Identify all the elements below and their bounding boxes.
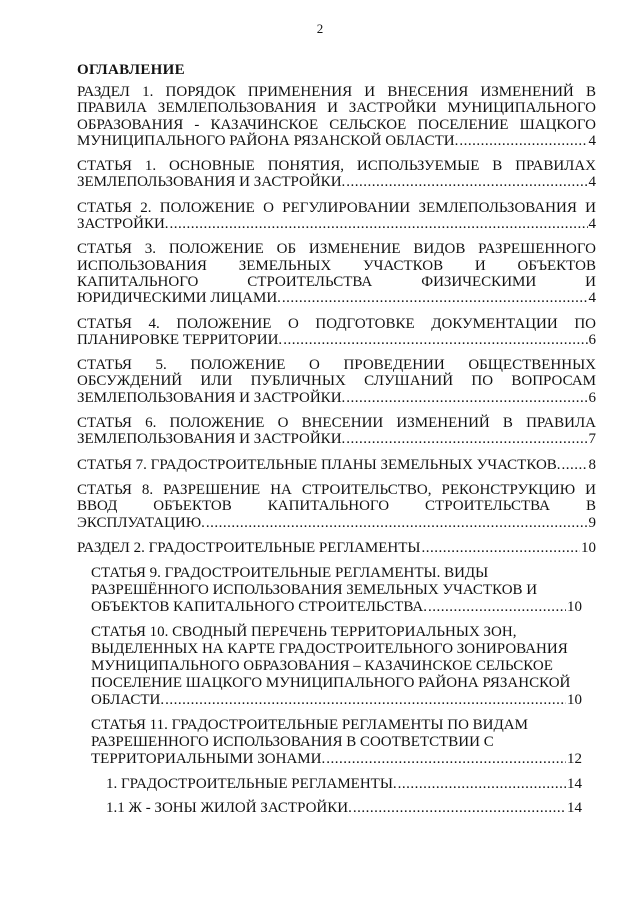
toc-entry-last-line <box>77 133 596 149</box>
table-of-contents <box>77 84 596 824</box>
toc-page-number: 10 <box>567 599 582 616</box>
toc-entry-last-line <box>77 290 596 306</box>
toc-entry[interactable] <box>77 241 596 306</box>
toc-entry-line: ОБРАЗОВАНИЯ - КАЗАЧИНСКОЕ СЕЛЬСКОЕ ПОСЕЛЕНИЕ ШАЦКОГО <box>77 116 596 133</box>
toc-entry-text: МУНИЦИПАЛЬНОГО РАЙОНА РЯЗАНСКОЙ ОБЛАСТИ. <box>77 132 459 149</box>
toc-page-number: 6 <box>588 331 596 348</box>
dot-leader <box>346 390 587 406</box>
toc-entry-text: ЮРИДИЧЕСКИМИ ЛИЦАМИ. <box>77 290 281 307</box>
toc-entry[interactable] <box>77 357 596 406</box>
toc-entry-line: СТАТЬЯ 6. ПОЛОЖЕНИЕ О ВНЕСЕНИИ ИЗМЕНЕНИЙ В ПРАВИЛА <box>77 415 596 432</box>
toc-page-number: 4 <box>588 290 596 307</box>
toc-entry-last-line <box>91 751 582 768</box>
toc-page-number: 9 <box>588 514 596 531</box>
toc-entry-last-line <box>91 692 582 709</box>
toc-entry-last-line <box>106 800 582 817</box>
dot-leader <box>422 540 580 556</box>
toc-entry-last-line <box>77 515 596 531</box>
toc-entry-last-line <box>106 776 582 793</box>
toc-entry-line: РАЗДЕЛ 1. ПОРЯДОК ПРИМЕНЕНИЯ И ВНЕСЕНИЯ ИЗМЕНЕНИЙ В <box>77 84 596 100</box>
toc-entry-line: СТАТЬЯ 9. ГРАДОСТРОИТЕЛЬНЫЕ РЕГЛАМЕНТЫ. ВИДЫ <box>91 565 489 582</box>
dot-leader <box>562 457 588 473</box>
toc-entry[interactable] <box>77 84 596 149</box>
toc-entry-text: ЗАСТРОЙКИ. <box>77 216 169 233</box>
toc-entry[interactable] <box>91 565 582 616</box>
toc-entry-line: МУНИЦИПАЛЬНОГО ОБРАЗОВАНИЯ – КАЗАЧИНСКОЕ СЕЛЬСКОЕ <box>91 658 553 675</box>
toc-entry-line: СТАТЬЯ 8. РАЗРЕШЕНИЕ НА СТРОИТЕЛЬСТВО, РЕКОНСТРУКЦИЮ И <box>77 481 596 498</box>
toc-entry-line: РАЗРЕШЁННОГО ИСПОЛЬЗОВАНИЯ ЗЕМЕЛЬНЫХ УЧАСТКОВ И <box>91 582 538 599</box>
toc-entry-last-line <box>91 599 582 616</box>
toc-entry[interactable] <box>77 158 596 191</box>
dot-leader <box>206 515 588 531</box>
toc-page-number: 10 <box>581 539 596 556</box>
toc-entry[interactable] <box>77 316 596 349</box>
toc-entry[interactable] <box>91 717 582 768</box>
toc-entry-line: СТАТЬЯ 10. СВОДНЫЙ ПЕРЕЧЕНЬ ТЕРРИТОРИАЛЬНЫХ ЗОН, <box>91 624 517 641</box>
toc-page-number: 14 <box>567 800 582 817</box>
toc-page-number: 4 <box>588 216 596 233</box>
toc-entry[interactable] <box>77 540 596 556</box>
dot-leader <box>428 599 566 616</box>
toc-entry-line: СТАТЬЯ 1. ОСНОВНЫЕ ПОНЯТИЯ, ИСПОЛЬЗУЕМЫЕ В ПРАВИЛАХ <box>77 158 596 175</box>
dot-leader <box>170 216 588 232</box>
toc-entry-line: СТАТЬЯ 3. ПОЛОЖЕНИЕ ОБ ИЗМЕНЕНИЕ ВИДОВ РАЗРЕШЕННОГО <box>77 241 596 258</box>
toc-page-number: 4 <box>588 132 596 149</box>
toc-entry-text: ОБЛАСТИ. <box>91 692 165 709</box>
toc-entry-line: ВВОД ОБЪЕКТОВ КАПИТАЛЬНОГО СТРОИТЕЛЬСТВА В <box>77 498 596 515</box>
dot-leader <box>353 800 566 817</box>
dot-leader <box>326 751 566 768</box>
toc-entry-text: ЭКСПЛУАТАЦИЮ. <box>77 514 205 531</box>
dot-leader <box>398 776 566 793</box>
toc-entry[interactable] <box>106 800 582 817</box>
toc-page-number: 4 <box>588 174 596 191</box>
toc-entry-line: ПОСЕЛЕНИЕ ШАЦКОГО МУНИЦИПАЛЬНОГО РАЙОНА РЯЗАНСКОЙ <box>91 675 571 692</box>
toc-entry[interactable] <box>77 200 596 233</box>
toc-page-number: 6 <box>588 389 596 406</box>
toc-entry-last-line <box>77 390 596 406</box>
dot-leader <box>165 692 566 709</box>
toc-entry-last-line <box>77 174 596 190</box>
toc-entry[interactable] <box>106 776 582 793</box>
toc-entry-text: ЗЕМЛЕПОЛЬЗОВАНИЯ И ЗАСТРОЙКИ. <box>77 174 346 191</box>
dot-leader <box>282 290 588 306</box>
toc-entry[interactable] <box>77 457 596 473</box>
page-number: 2 <box>316 21 324 36</box>
toc-entry-line: СТАТЬЯ 4. ПОЛОЖЕНИЕ О ПОДГОТОВКЕ ДОКУМЕНТАЦИИ ПО <box>77 315 596 332</box>
toc-entry[interactable] <box>91 624 582 709</box>
toc-entry-line: ПРАВИЛА ЗЕМЛЕПОЛЬЗОВАНИЯ И ЗАСТРОЙКИ МУНИЦИПАЛЬНОГО <box>77 100 596 117</box>
toc-entry-line: РАЗРЕШЕННОГО ИСПОЛЬЗОВАНИЯ В СООТВЕТСТВИИ С <box>91 734 494 751</box>
toc-entry-text: 1. ГРАДОСТРОИТЕЛЬНЫЕ РЕГЛАМЕНТЫ. <box>106 776 397 793</box>
toc-entry-text: СТАТЬЯ 7. ГРАДОСТРОИТЕЛЬНЫЕ ПЛАНЫ ЗЕМЕЛЬНЫХ УЧАСТКОВ. <box>77 456 561 473</box>
toc-entry-line: СТАТЬЯ 2. ПОЛОЖЕНИЕ О РЕГУЛИРОВАНИИ ЗЕМЛЕПОЛЬЗОВАНИЯ И <box>77 199 596 216</box>
toc-entry-line: СТАТЬЯ 5. ПОЛОЖЕНИЕ О ПРОВЕДЕНИИ ОБЩЕСТВЕННЫХ <box>77 357 596 374</box>
toc-entry-text: ЗЕМЛЕПОЛЬЗОВАНИЯ И ЗАСТРОЙКИ. <box>77 431 346 448</box>
toc-entry-line: СТАТЬЯ 11. ГРАДОСТРОИТЕЛЬНЫЕ РЕГЛАМЕНТЫ ПО ВИДАМ <box>91 717 528 734</box>
toc-entry-text: 1.1 Ж - ЗОНЫ ЖИЛОЙ ЗАСТРОЙКИ. <box>106 800 352 817</box>
toc-entry-text: РАЗДЕЛ 2. ГРАДОСТРОИТЕЛЬНЫЕ РЕГЛАМЕНТЫ <box>77 539 421 556</box>
toc-entry-line: ВЫДЕЛЕННЫХ НА КАРТЕ ГРАДОСТРОИТЕЛЬНОГО ЗОНИРОВАНИЯ <box>91 641 568 658</box>
toc-entry-line: КАПИТАЛЬНОГО СТРОИТЕЛЬСТВА ФИЗИЧЕСКИМИ И <box>77 273 596 290</box>
dot-leader <box>346 431 587 447</box>
toc-page-number: 7 <box>588 431 596 448</box>
toc-entry-text: ТЕРРИТОРИАЛЬНЫМИ ЗОНАМИ. <box>91 751 326 768</box>
toc-entry-line: ИСПОЛЬЗОВАНИЯ ЗЕМЕЛЬНЫХ УЧАСТКОВ И ОБЪЕКТОВ <box>77 257 596 274</box>
toc-entry-last-line <box>77 216 596 232</box>
dot-leader <box>283 332 587 348</box>
toc-entry[interactable] <box>77 482 596 531</box>
toc-heading: ОГЛАВЛЕНИЕ <box>77 62 185 78</box>
toc-entry-last-line <box>77 457 596 473</box>
toc-entry[interactable] <box>77 415 596 448</box>
toc-entry-line: ОБСУЖДЕНИЙ ИЛИ ПУБЛИЧНЫХ СЛУШАНИЙ ПО ВОПРОСАМ <box>77 373 596 390</box>
toc-entry-text: ОБЪЕКТОВ КАПИТАЛЬНОГО СТРОИТЕЛЬСТВА. <box>91 599 427 616</box>
toc-entry-text: ЗЕМЛЕПОЛЬЗОВАНИЯ И ЗАСТРОЙКИ. <box>77 389 346 406</box>
toc-entry-last-line <box>77 540 596 556</box>
toc-page-number: 12 <box>567 751 582 768</box>
toc-page-number: 10 <box>567 692 582 709</box>
toc-entry-text: ПЛАНИРОВКЕ ТЕРРИТОРИИ. <box>77 331 283 348</box>
dot-leader <box>346 174 587 190</box>
dot-leader <box>459 133 587 149</box>
toc-entry-last-line <box>77 332 596 348</box>
toc-page-number: 8 <box>588 456 596 473</box>
toc-page-number: 14 <box>567 776 582 793</box>
toc-entry-last-line <box>77 431 596 447</box>
